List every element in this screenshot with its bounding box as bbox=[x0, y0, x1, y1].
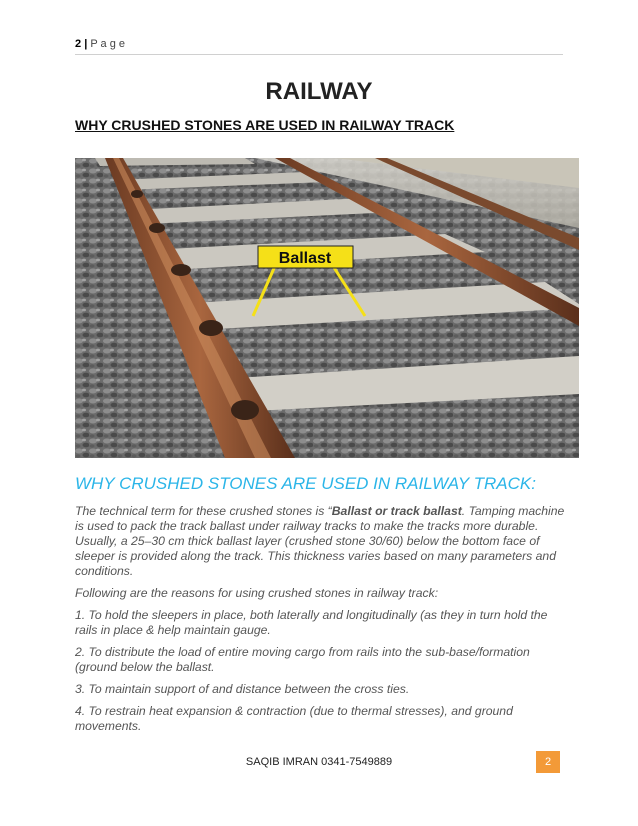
reason-item: 1. To hold the sleepers in place, both laterally and longitudinally (as they in turn hold the rails in place & help maintain gauge. bbox=[75, 608, 548, 637]
intro-after: . Tamping machine is used to pack the track ballast under railway tracks to make the tracks more durable. Usually, a 25–30 cm thick ballast layer (crushed stone 30/60) below the bottom face of sleeper is provided along the track. This thickness varies based on many parameters and conditions. bbox=[75, 504, 565, 578]
intro-bold-term: Ballast or track ballast bbox=[331, 504, 462, 518]
intro-before: The technical term for these crushed stones is “ bbox=[75, 504, 332, 518]
section-heading: WHY CRUSHED STONES ARE USED IN RAILWAY TRACK: bbox=[75, 474, 536, 493]
railway-ballast-photo bbox=[75, 158, 579, 458]
page-header bbox=[75, 38, 563, 55]
reason-item: 2. To distribute the load of entire moving cargo from rails into the sub-base/formation (ground below the ballast. bbox=[75, 645, 530, 674]
body-text bbox=[75, 504, 570, 741]
header-page-word: P a g e bbox=[90, 38, 125, 50]
footer-author: SAQIB IMRAN 0341-7549889 bbox=[245, 756, 393, 768]
intro-paragraph bbox=[75, 504, 570, 579]
header-separator: | bbox=[84, 38, 88, 50]
page-subtitle: WHY CRUSHED STONES ARE USED IN RAILWAY TRACK bbox=[75, 117, 455, 133]
lead-paragraph: Following are the reasons for using crushed stones in railway track: bbox=[75, 586, 439, 600]
ballast-label: Ballast bbox=[278, 250, 332, 267]
header-page-number: 2 bbox=[75, 38, 82, 50]
page-title: RAILWAY bbox=[265, 78, 373, 105]
reason-item: 3. To maintain support of and distance between the cross ties. bbox=[75, 682, 410, 696]
reason-item: 4. To restrain heat expansion & contraction (due to thermal stresses), and ground movements. bbox=[75, 704, 513, 733]
footer-page-badge: 2 bbox=[536, 751, 560, 773]
